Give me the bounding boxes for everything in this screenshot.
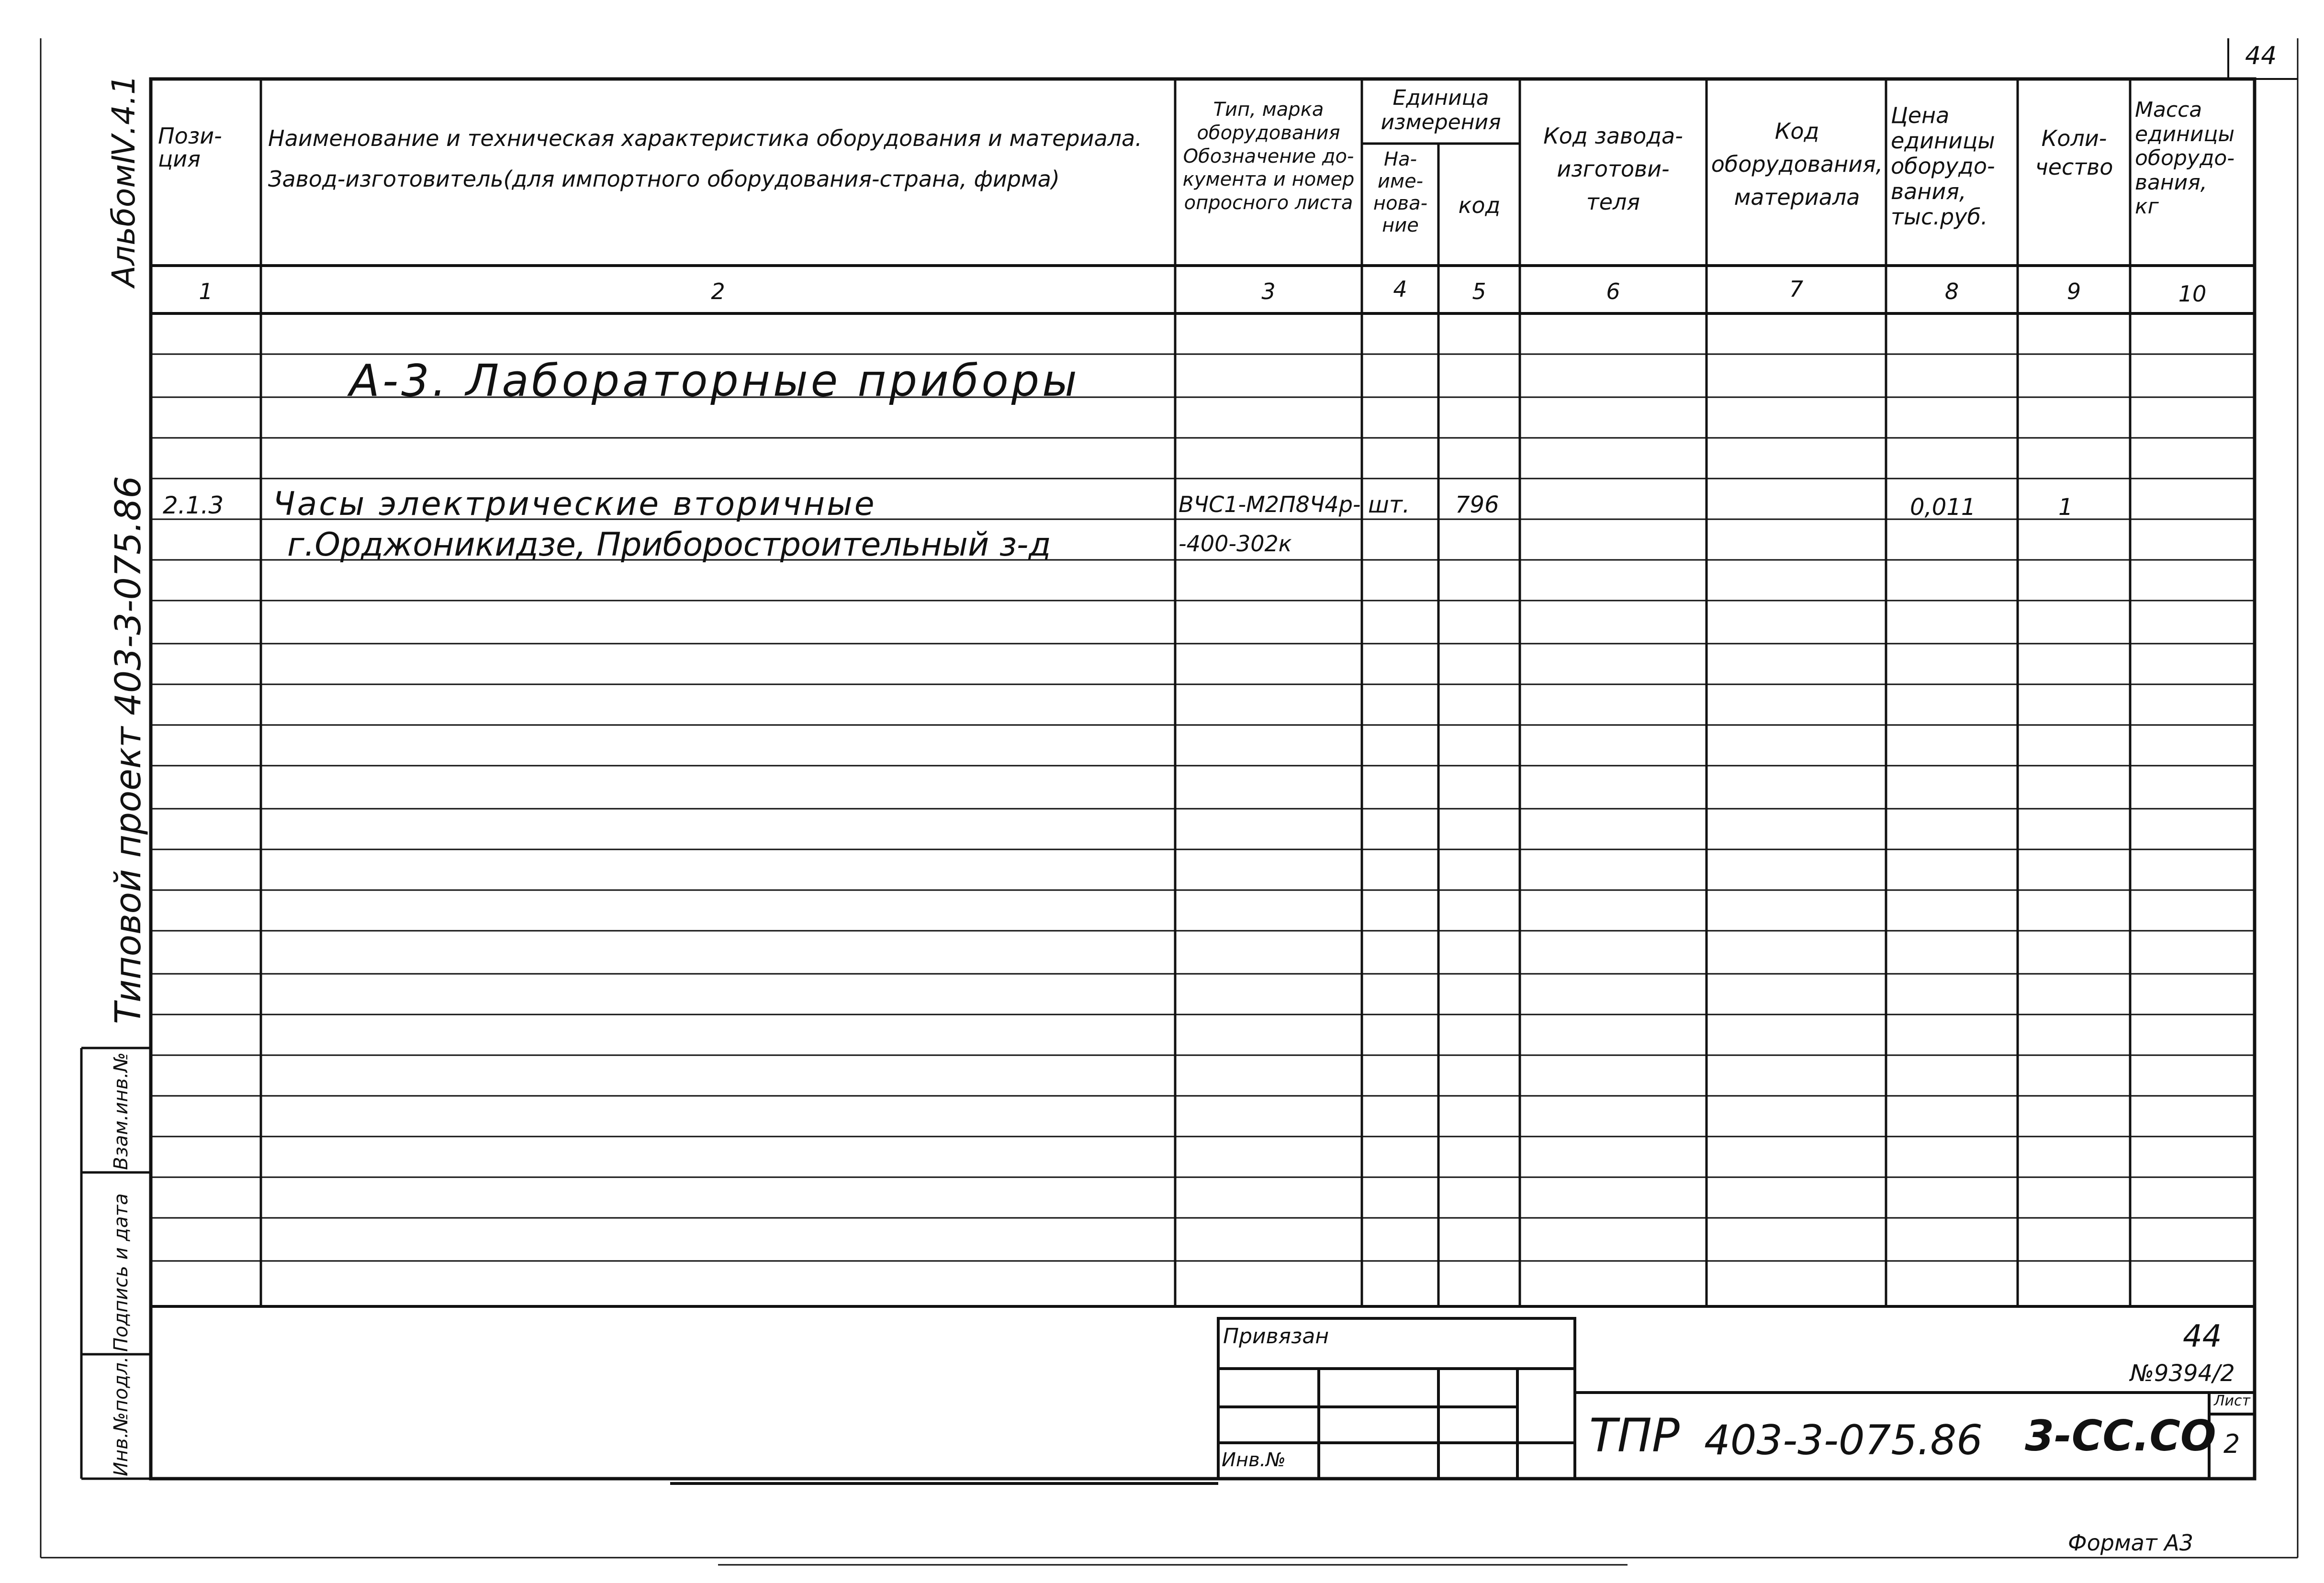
side-album-num: Ⅳ.4.1 xyxy=(105,75,142,164)
colnum-9: 9 xyxy=(2066,279,2081,304)
row-name-line2: г.Орджоникидзе, Приборостроительный з-д xyxy=(287,526,1051,564)
header-col-price: Цена единицы оборудо- вания, тыс.руб. xyxy=(1891,102,1995,230)
colnum-5: 5 xyxy=(1472,279,1486,304)
colnum-10: 10 xyxy=(2178,281,2207,307)
section-title: А-3. Лабораторные приборы xyxy=(349,355,1080,406)
row-unit-name: шт. xyxy=(1368,491,1410,518)
row-name-line1: Часы электрические вторичные xyxy=(273,485,876,523)
header-col-unit-name: На- име- нова- ние xyxy=(1373,148,1428,236)
header-col-position: Пози- ция xyxy=(158,123,222,172)
colnum-6: 6 xyxy=(1606,279,1620,304)
stamp-doc-code: 3-СС.СО xyxy=(2025,1411,2216,1460)
header-col-mass: Масса единицы оборудо- вания, кг xyxy=(2135,98,2235,219)
stamp-project-code: 403-3-075.86 xyxy=(1704,1416,1983,1464)
colnum-1: 1 xyxy=(199,279,213,304)
stamp-list-value: 2 xyxy=(2223,1429,2240,1459)
stamp-privyazan: Привязан xyxy=(1223,1324,1329,1349)
header-col-quantity: Коли- чество xyxy=(2035,125,2113,180)
side-label-album xyxy=(105,75,142,287)
side-box-inv: Инв.№подл. xyxy=(110,1356,132,1476)
side-album-text: Альбом xyxy=(105,164,142,287)
colnum-3: 3 xyxy=(1261,279,1276,304)
colnum-7: 7 xyxy=(1789,276,1804,302)
colnum-2: 2 xyxy=(711,279,725,304)
header-col-factory-code: Код завода- изготови- теля xyxy=(1543,123,1683,215)
stamp-tpr: ТПР xyxy=(1589,1409,1680,1462)
side-box-sign: Подпись и дата xyxy=(110,1193,132,1352)
row-type-line1: ВЧС1-М2П8Ч4р- xyxy=(1179,491,1361,517)
header-col-unit-code: код xyxy=(1458,192,1501,218)
header-col-type: Тип, марка оборудования Обозначение до- кумента и номер опросного листа xyxy=(1182,99,1355,214)
row-quantity: 1 xyxy=(2058,494,2073,521)
row-unit-code: 796 xyxy=(1455,491,1499,518)
stamp-list-label: Лист xyxy=(2214,1393,2251,1409)
sheet-number-top: 44 xyxy=(2245,42,2277,70)
stamp-inv-no: Инв.№ xyxy=(1222,1449,1286,1471)
header-col-equipment-code: Код оборудования, материала xyxy=(1711,118,1883,210)
header-col-name-line2: Завод-изготовитель(для импортного оборудования-страна, фирма) xyxy=(268,166,1060,192)
stamp-sheet-num: 44 xyxy=(2183,1319,2222,1354)
format-label: Формат А3 xyxy=(2068,1530,2193,1556)
header-col-name-line1: Наименование и техническая характеристика оборудования и материала. xyxy=(268,125,1142,151)
row-type-line2: -400-302к xyxy=(1179,531,1292,557)
header-col-unit-group: Единица измерения xyxy=(1381,86,1501,134)
side-box-vzam: Взам.инв.№ xyxy=(110,1052,132,1170)
side-label-project: Типовой проект 403-3-075.86 xyxy=(108,476,149,1024)
colnum-4: 4 xyxy=(1393,276,1407,302)
row-price: 0,011 xyxy=(1910,494,1976,521)
stamp-doc-num: №9394/2 xyxy=(2130,1360,2235,1387)
row-position: 2.1.3 xyxy=(163,491,224,519)
colnum-8: 8 xyxy=(1944,279,1959,304)
